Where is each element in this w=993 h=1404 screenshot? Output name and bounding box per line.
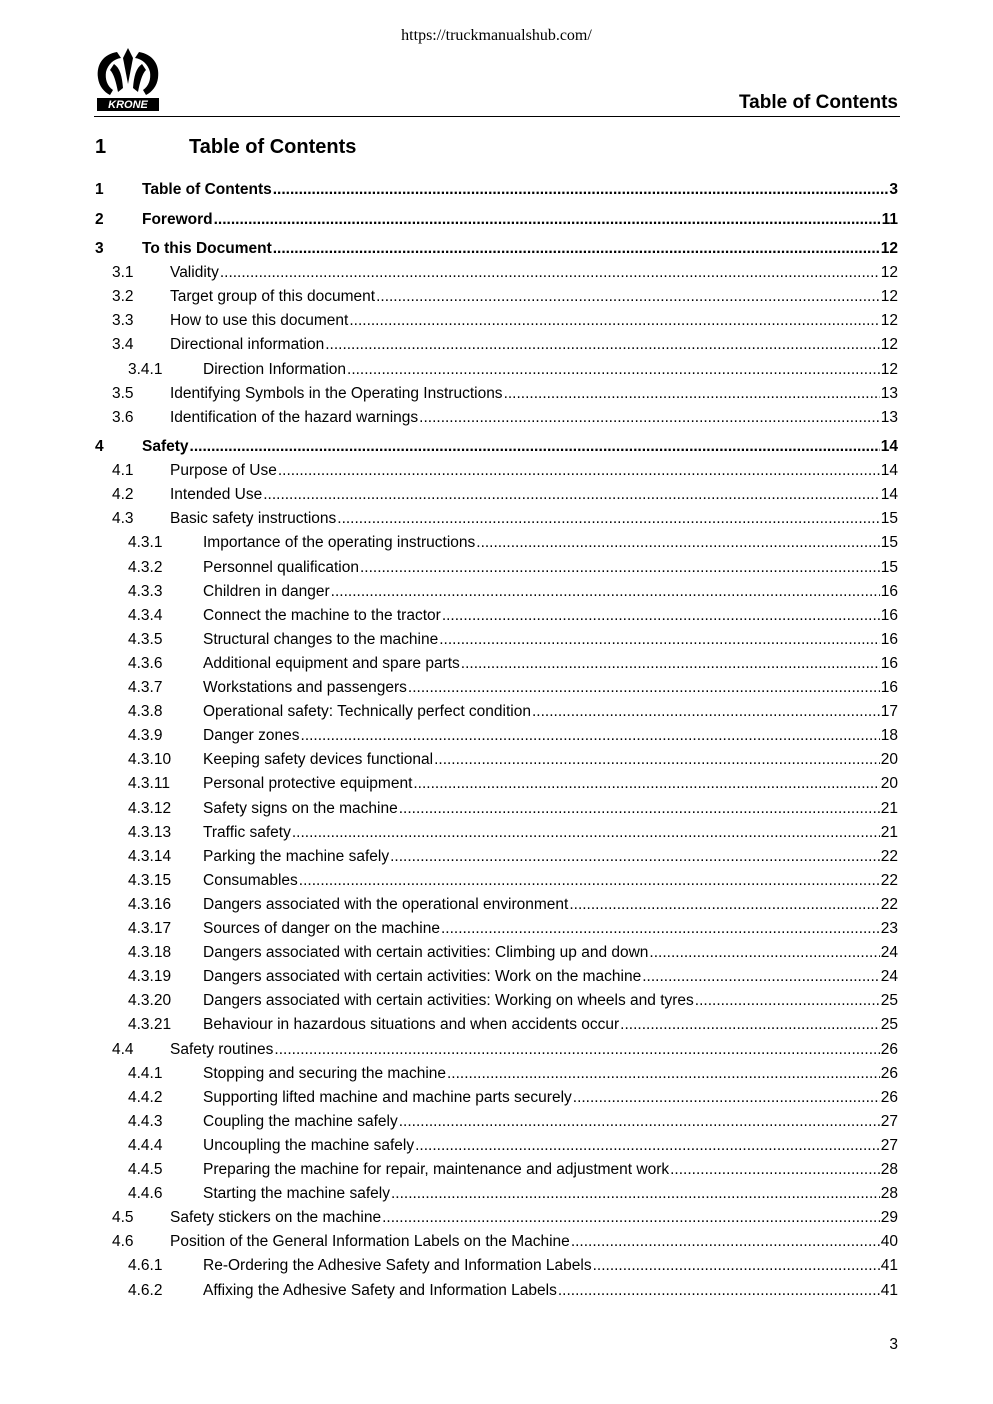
toc-entry[interactable] [0,846,993,868]
toc-entry-page: 14 [880,462,898,480]
toc-entry-number: 3.5 [112,384,134,402]
dot-leader [399,798,880,820]
toc-entry-page: 20 [880,775,898,793]
dot-leader [670,1159,880,1181]
toc-entry-page: 12 [880,312,898,330]
toc-entry[interactable] [0,238,993,260]
dot-leader [695,990,880,1012]
toc-entry-number: 4.3.14 [128,847,172,865]
toc-entry[interactable] [0,773,993,795]
toc-entry-page: 15 [880,558,898,576]
toc-entry-page: 13 [880,408,898,426]
dot-leader [408,677,880,699]
dot-leader [360,557,880,579]
toc-entry-title: Re-Ordering the Adhesive Safety and Information Labels [203,1257,592,1275]
toc-entry[interactable] [0,894,993,916]
dot-leader [642,966,880,988]
toc-entry-number: 1 [95,181,104,198]
toc-entry-title: Intended Use [170,486,263,504]
toc-entry-page: 27 [880,1112,898,1130]
toc-entry-number: 3.4.1 [128,360,163,378]
dot-leader [273,179,889,201]
toc-entry-page: 16 [880,582,898,600]
toc-entry-page: 12 [880,240,898,257]
toc-entry-page: 40 [880,1233,898,1251]
dot-leader [461,653,880,675]
toc-entry-title: Behaviour in hazardous situations and when accidents occur [203,1016,620,1034]
toc-entry-title: Table of Contents [142,181,272,198]
toc-entry[interactable] [0,1183,993,1205]
toc-entry[interactable] [0,918,993,940]
toc-entry[interactable] [0,966,993,988]
toc-entry-number: 4.3.13 [128,823,172,841]
toc-entry[interactable] [0,359,993,381]
toc-entry[interactable] [0,1014,993,1036]
toc-entry-number: 4.6.2 [128,1281,163,1299]
toc-entry-page: 22 [880,847,898,865]
toc-entry-page: 14 [880,438,898,455]
toc-entry[interactable] [0,484,993,506]
toc-entry-page: 21 [880,823,898,841]
toc-entry-title: How to use this document [170,312,349,330]
toc-entry-page: 28 [880,1185,898,1203]
toc-entry-page: 12 [880,360,898,378]
toc-entry-page: 27 [880,1136,898,1154]
toc-entry-number: 4.6.1 [128,1257,163,1275]
toc-entry-number: 3.1 [112,264,134,282]
toc-entry-page: 29 [880,1209,898,1227]
toc-entry-number: 4.3.19 [128,968,172,986]
toc-entry[interactable] [0,581,993,603]
dot-leader [299,870,880,892]
dot-leader [442,605,880,627]
chapter-number: 1 [95,136,107,158]
toc-entry[interactable] [0,262,993,284]
dot-leader [532,701,880,723]
dot-leader [434,749,880,771]
toc-entry-number: 4.3.15 [128,871,172,889]
dot-leader [573,1087,880,1109]
toc-entry-title: Directional information [170,336,325,354]
dot-leader [476,532,879,554]
toc-entry-page: 12 [880,336,898,354]
toc-entry[interactable] [0,1135,993,1157]
dot-leader [620,1014,880,1036]
toc-entry[interactable] [0,557,993,579]
toc-entry[interactable] [0,1063,993,1085]
toc-entry-page: 25 [880,992,898,1010]
toc-entry-title: Structural changes to the machine [203,630,439,648]
toc-entry-number: 4.3.1 [128,534,163,552]
toc-entry-title: To this Document [142,240,272,257]
toc-entry-title: Importance of the operating instructions [203,534,476,552]
toc-entry-number: 4.3.9 [128,727,163,745]
toc-entry-title: Dangers associated with the operational environment [203,895,569,913]
toc-entry-title: Target group of this document [170,288,376,306]
dot-leader [331,581,880,603]
toc-entry[interactable] [0,334,993,356]
toc-entry[interactable] [0,942,993,964]
toc-entry[interactable] [0,653,993,675]
toc-entry-title: Consumables [203,871,298,889]
dot-leader [441,918,880,940]
toc-entry-title: Coupling the machine safely [203,1112,398,1130]
dot-leader [190,436,880,458]
dot-leader [214,209,881,231]
toc-entry-title: Identifying Symbols in the Operating Instructions [170,384,503,402]
toc-entry-number: 4.3.2 [128,558,163,576]
toc-entry-number: 4.3.10 [128,751,172,769]
toc-entry-page: 26 [880,1040,898,1058]
toc-entry-page: 14 [880,486,898,504]
toc-entry-page: 13 [880,384,898,402]
toc-entry-number: 4.3.18 [128,944,172,962]
toc-entry-title: Safety stickers on the machine [170,1209,382,1227]
toc-entry-number: 4.3.8 [128,703,163,721]
toc-entry-number: 4.4 [112,1040,134,1058]
toc-entry-page: 24 [880,968,898,986]
dot-leader [390,846,880,868]
dot-leader [301,725,880,747]
dot-leader [273,238,880,260]
dot-leader [263,484,880,506]
toc-entry-page: 41 [880,1257,898,1275]
toc-entry-number: 4.3.20 [128,992,172,1010]
dot-leader [391,1183,880,1205]
toc-entry-number: 4 [95,438,104,455]
toc-entry-title: Position of the General Information Labels on the Machine [170,1233,570,1251]
toc-entry-page: 15 [880,510,898,528]
toc-entry[interactable] [0,677,993,699]
dot-leader [337,508,879,530]
toc-entry-number: 3.4 [112,336,134,354]
dot-leader [558,1280,880,1302]
toc-entry-page: 16 [880,630,898,648]
toc-entry[interactable] [0,1231,993,1253]
toc-entry-number: 3 [95,240,104,257]
toc-entry-number: 4.3.3 [128,582,163,600]
toc-entry[interactable] [0,436,993,458]
toc-entry[interactable] [0,605,993,627]
dot-leader [325,334,880,356]
toc-entry-title: Personal protective equipment [203,775,413,793]
toc-entry-title: Dangers associated with certain activities: Working on wheels and tyres [203,992,694,1010]
toc-entry-title: Foreword [142,211,213,228]
dot-leader [220,262,880,284]
toc-entry-page: 18 [880,727,898,745]
toc-entry[interactable] [0,990,993,1012]
krone-logo [94,44,162,112]
toc-entry-number: 4.4.6 [128,1185,163,1203]
toc-entry-title: Preparing the machine for repair, maintenance and adjustment work [203,1161,670,1178]
toc-entry-page: 16 [880,679,898,696]
dot-leader [569,894,879,916]
dot-leader [274,1039,879,1061]
toc-entry-title: Dangers associated with certain activities: Climbing up and down [203,944,649,962]
toc-entry-title: Validity [170,264,219,282]
toc-entry-page: 21 [880,799,898,817]
toc-entry-number: 2 [95,211,104,228]
toc-entry-page: 26 [880,1088,898,1106]
toc-entry-title: Additional equipment and spare parts [203,654,460,672]
toc-entry-number: 4.3.17 [128,920,172,937]
toc-entry[interactable] [0,532,993,554]
toc-entry[interactable] [0,1255,993,1277]
toc-entry-number: 4.4.5 [128,1161,163,1178]
dot-leader [292,822,880,844]
toc-entry-page: 22 [880,895,898,913]
toc-entry[interactable] [0,209,993,231]
toc-entry-page: 16 [880,654,898,672]
dot-leader [649,942,879,964]
toc-entry-page: 16 [880,606,898,624]
dot-leader [349,310,879,332]
toc-entry-number: 4.3.6 [128,654,163,672]
toc-entry-number: 4.4.1 [128,1064,163,1082]
toc-entry-number: 4.1 [112,462,134,480]
toc-entry-page: 26 [880,1064,898,1082]
brand-wordmark: KRONE [108,99,148,111]
toc-entry-page: 17 [880,703,898,721]
toc-entry-title: Workstations and passengers [203,679,407,696]
toc-entry[interactable] [0,508,993,530]
toc-entry[interactable] [0,749,993,771]
dot-leader [399,1111,880,1133]
toc-entry-title: Danger zones [203,727,300,745]
toc-entry-number: 4.3.11 [128,775,170,793]
krone-crown-icon [94,44,162,112]
page-number: 3 [889,1336,898,1353]
dot-leader [278,460,880,482]
toc-entry-title: Affixing the Adhesive Safety and Information Labels [203,1281,557,1299]
toc-entry[interactable] [0,822,993,844]
dot-leader [439,629,880,651]
toc-entry-number: 3.2 [112,288,134,306]
toc-entry-title: Sources of danger on the machine [203,920,440,937]
dot-leader [504,383,880,405]
toc-entry-number: 4.3.5 [128,630,163,648]
toc-entry-title: Supporting lifted machine and machine parts securely [203,1088,572,1106]
toc-entry-title: Identification of the hazard warnings [170,408,419,426]
toc-entry[interactable] [0,870,993,892]
toc-entry[interactable] [0,310,993,332]
toc-entry-title: Direction Information [203,360,347,378]
dot-leader [382,1207,880,1229]
toc-entry[interactable] [0,1111,993,1133]
toc-entry-number: 4.3.21 [128,1016,172,1034]
dot-leader [419,407,880,429]
toc-entry[interactable] [0,725,993,747]
chapter-title: Table of Contents [189,136,357,158]
toc-entry-number: 4.2 [112,486,134,504]
toc-entry-page: 11 [881,211,898,228]
toc-entry-title: Connect the machine to the tractor [203,606,441,624]
toc-entry-title: Uncoupling the machine safely [203,1136,415,1154]
toc-entry-title: Starting the machine safely [203,1185,390,1203]
toc-entry-number: 4.4.4 [128,1136,163,1154]
toc-entry-page: 22 [880,871,898,889]
toc-entry-page: 12 [880,264,898,282]
toc-entry-title: Keeping safety devices functional [203,751,434,769]
toc-entry-number: 4.3 [112,510,134,528]
toc-entry-title: Traffic safety [203,823,291,841]
dot-leader [593,1255,880,1277]
running-header-title: Table of Contents [738,92,898,113]
toc-entry-title: Safety routines [170,1040,274,1058]
toc-entry-number: 4.3.16 [128,895,172,913]
toc-entry-page: 12 [880,288,898,306]
toc-entry-page: 28 [880,1161,898,1178]
toc-entry[interactable] [0,407,993,429]
dot-leader [413,773,879,795]
toc-entry-number: 4.3.4 [128,606,163,624]
toc-entry-number: 3.6 [112,408,134,426]
toc-entry[interactable] [0,798,993,820]
toc-entry-title: Purpose of Use [170,462,277,480]
toc-entry-number: 4.5 [112,1209,134,1227]
toc-entry-page: 15 [880,534,898,552]
toc-entry[interactable] [0,1039,993,1061]
header-divider [94,116,900,117]
dot-leader [347,359,880,381]
toc-entry-number: 4.4.3 [128,1112,163,1130]
toc-entry-title: Stopping and securing the machine [203,1064,446,1082]
dot-leader [415,1135,880,1157]
toc-entry[interactable] [0,1207,993,1229]
dot-leader [447,1063,880,1085]
toc-entry-page: 25 [880,1016,898,1034]
toc-entry-title: Operational safety: Technically perfect condition [203,703,531,721]
toc-entry[interactable] [0,460,993,482]
toc-entry-page: 23 [880,920,898,937]
toc-entry[interactable] [0,179,993,201]
toc-entry-page: 20 [880,751,898,769]
toc-entry-page: 41 [880,1281,898,1299]
toc-entry-title: Personnel qualification [203,558,359,576]
toc-entry-title: Children in danger [203,582,330,600]
toc-entry[interactable] [0,1087,993,1109]
toc-entry-number: 4.4.2 [128,1088,163,1106]
toc-entry-page: 3 [889,181,898,198]
toc-entry-title: Parking the machine safely [203,847,390,865]
toc-entry-number: 4.6 [112,1233,134,1251]
toc-entry-number: 4.3.7 [128,679,163,696]
toc-entry[interactable] [0,286,993,308]
toc-entry-title: Dangers associated with certain activities: Work on the machine [203,968,642,986]
toc-entry-number: 3.3 [112,312,134,330]
toc-entry-number: 4.3.12 [128,799,172,817]
toc-entry-page: 24 [880,944,898,962]
dot-leader [571,1231,880,1253]
toc-entry[interactable] [0,383,993,405]
source-url: https://truckmanualshub.com/ [401,27,592,44]
toc-entry-title: Safety signs on the machine [203,799,398,817]
toc-entry[interactable] [0,629,993,651]
toc-entry[interactable] [0,1280,993,1302]
toc-entry[interactable] [0,1159,993,1181]
toc-entry[interactable] [0,701,993,723]
toc-entry-title: Safety [142,438,189,455]
dot-leader [376,286,880,308]
toc-entry-title: Basic safety instructions [170,510,337,528]
